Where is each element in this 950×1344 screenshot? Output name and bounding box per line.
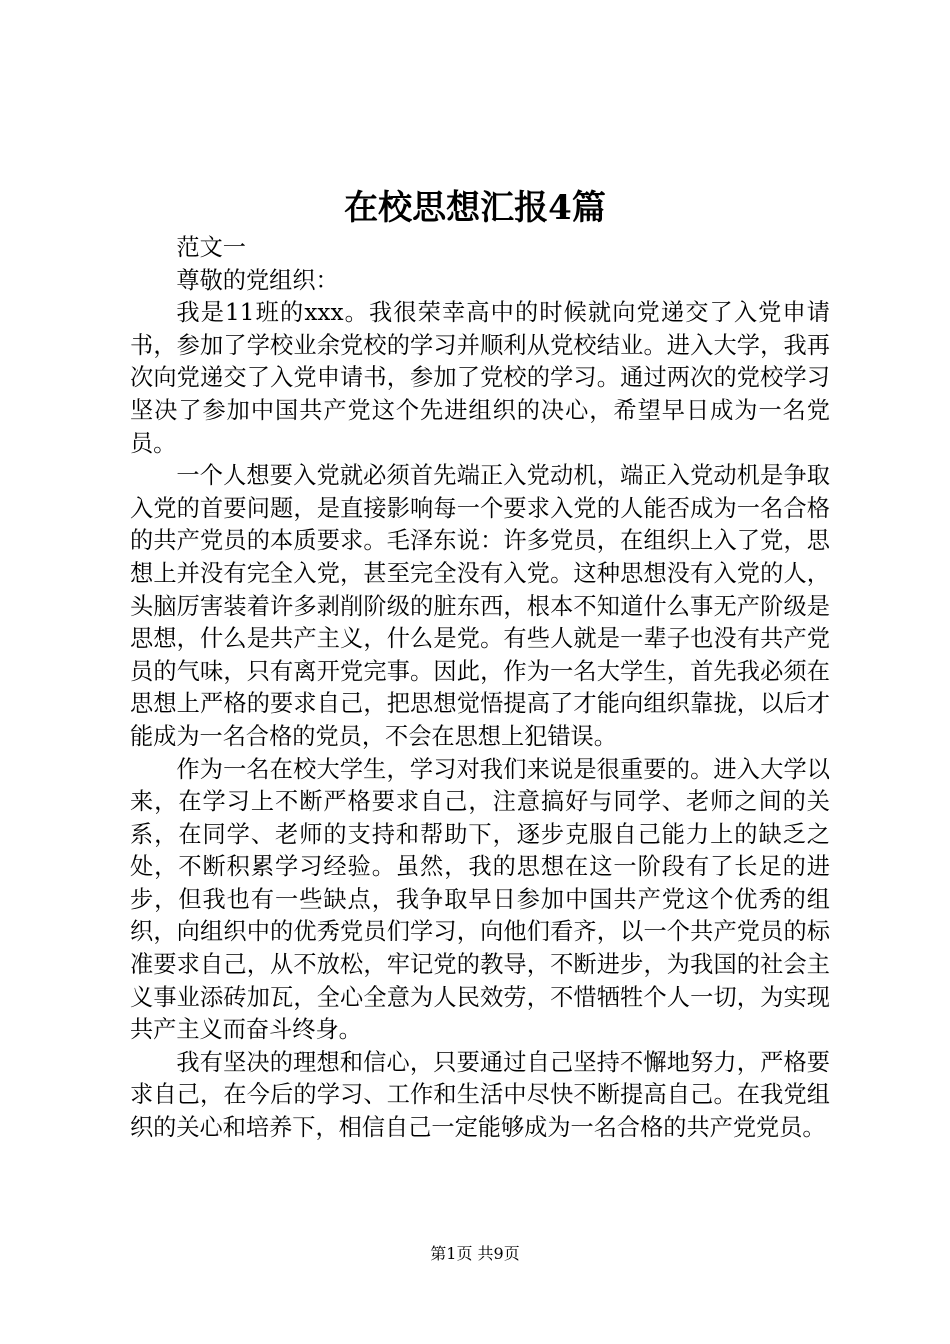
paragraph: 作为一名在校大学生，学习对我们来说是很重要的。进入大学以来，在学习上不断严格要求自己，注意搞好与同学、老师之间的关系，在同学、老师的支持和帮助下，逐步克服自己能力上的缺乏之处，不断积累学习经验。虽然，我的思想在这一阶段有了长足的进步，但我也有一些缺点，我争取早日参加中国共产党这个优秀的组织，向组织中的优秀党员们学习，向他们看齐，以一个共产党员的标准要求自己，从不放松，牢记党的教导，不断进步，为我国的社会主义事业添砖加瓦，全心全意为人民效劳，不惜牺牲个人一切，为实现共产主义而奋斗终身。: [130, 755, 830, 1044]
section-label: 范文一: [176, 234, 246, 261]
paragraph: 我有坚决的理想和信心，只要通过自己坚持不懈地努力，严格要求自己，在今后的学习、工作和生活中尽快不断提高自己。在我党组织的关心和培养下，相信自己一定能够成为一名合格的共产党党员。: [130, 1048, 830, 1142]
paragraph: 一个人想要入党就必须首先端正入党动机，端正入党动机是争取入党的首要问题，是直接影响每一个要求入党的人能否成为一名合格的共产党员的本质要求。毛泽东说：许多党员，在组织上入了党，思想上并没有完全入党，甚至完全没有入党。这种思想没有入党的人，头脑厉害装着许多剥削阶级的脏东西，根本不知道什么事无产阶级是思想，什么是共产主义，什么是党。有些人就是一辈子也没有共产党员的气味，只有离开党完事。因此，作为一名大学生，首先我必须在思想上严格的要求自己，把思想觉悟提高了才能向组织靠拢，以后才能成为一名合格的党员，不会在思想上犯错误。: [130, 462, 830, 750]
document-body: [130, 232, 830, 1145]
paragraph: 我是11班的xxx。我很荣幸高中的时候就向党递交了入党申请书，参加了学校业余党校的学习并顺利从党校结业。进入大学，我再次向党递交了入党申请书，参加了党校的学习。通过两次的党校学习坚决了参加中国共产党这个先进组织的决心，希望早日成为一名党员。: [130, 299, 830, 457]
page-title: 在校思想汇报4篇: [344, 188, 606, 228]
salutation: 尊敬的党组织：: [176, 266, 339, 294]
page-number-footer: 第1页 共9页: [430, 1244, 520, 1263]
